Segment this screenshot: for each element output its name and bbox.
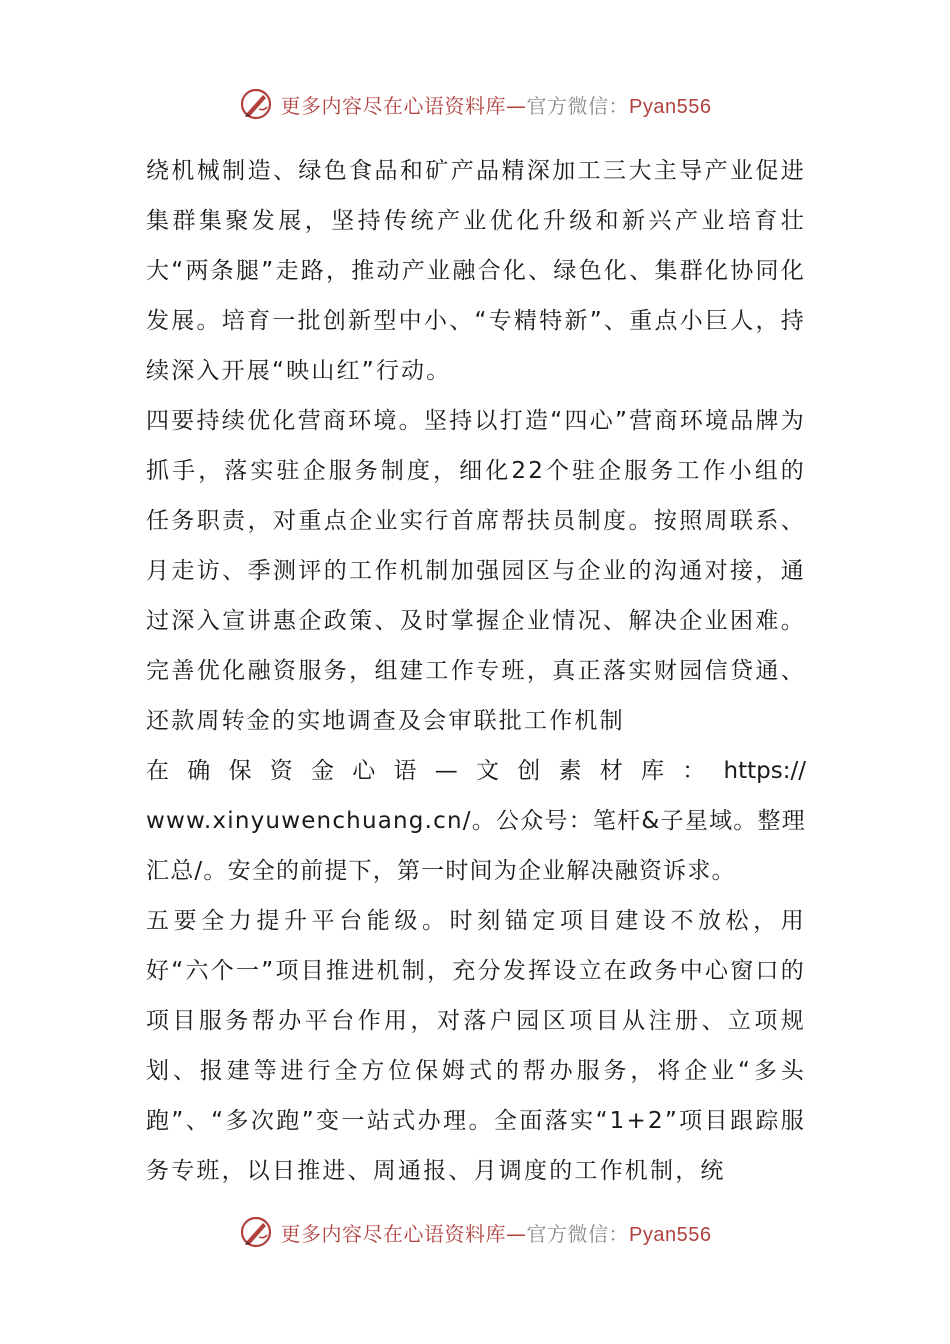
- spread-char: 资: [269, 758, 293, 784]
- spread-char: 保: [228, 758, 252, 784]
- header-banner-text: [281, 90, 712, 119]
- paragraph-1: 绕机械制造、绿色食品和矿产品精深加工三大主导产业促进集群集聚发展，坚持传统产业优化升级和新兴产业培育壮大“两条腿”走路，推动产业融合化、绿色化、集群化协同化发展。培育一批创新型中小、“专精特新”、重点小巨人，持续深入开展“映山红”行动。: [146, 158, 806, 384]
- spread-char: 文: [476, 758, 499, 784]
- wechat-label: 官方微信：: [526, 1221, 630, 1246]
- spread-char: 在: [146, 758, 169, 784]
- banner-dash: —: [506, 93, 527, 118]
- document-body: [146, 146, 806, 1196]
- banner-dash: —: [506, 1221, 527, 1246]
- pen-logo-icon: [239, 87, 273, 121]
- spread-char: 素: [558, 758, 582, 784]
- wechat-id: Pyan556: [629, 1223, 712, 1246]
- wechat-id: Pyan556: [629, 95, 712, 118]
- spread-char: https://: [723, 758, 806, 784]
- paragraph-2-tail: www.xinyuwenchuang.cn/。公众号：笔杆&子星域。整理汇总/。安全的前提下，第一时间为企业解决融资诉求。: [146, 808, 806, 884]
- paragraph-2: 四要持续优化营商环境。坚持以打造“四心”营商环境品牌为抓手，落实驻企服务制度，细化22个驻企服务工作小组的任务职责，对重点企业实行首席帮扶员制度。按照周联系、月走访、季测评的工作机制加强园区与企业的沟通对接，通过深入宣讲惠企政策、及时掌握企业情况、解决企业困难。完善优化融资服务，组建工作专班，真正落实财园信贷通、还款周转金的实地调查及会审联批工作机制: [146, 408, 806, 734]
- paragraph-3: 五要全力提升平台能级。时刻锚定项目建设不放松，用好“六个一”项目推进机制，充分发挥设立在政务中心窗口的项目服务帮办平台作用，对落户园区项目从注册、立项规划、报建等进行全方位保姆式的帮办服务，将企业“多头跑”、“多次跑”变一站式办理。全面落实“1+2”项目跟踪服务专班，以日推进、周通报、月调度的工作机制，统: [146, 908, 806, 1184]
- pen-logo-icon: [239, 1215, 273, 1249]
- spread-char: 语: [393, 758, 417, 784]
- spread-line: [146, 746, 806, 796]
- header-banner: [0, 82, 950, 126]
- spread-char: 金: [311, 758, 334, 784]
- site-name: 更多内容尽在心语资料库: [280, 93, 507, 118]
- footer-banner-text: [281, 1218, 712, 1247]
- spread-char: 心: [352, 758, 376, 784]
- footer-banner: [0, 1210, 950, 1254]
- spread-char: ：: [682, 758, 706, 784]
- spread-char: 库: [641, 758, 664, 784]
- site-name: 更多内容尽在心语资料库: [280, 1221, 507, 1246]
- spread-char: 确: [187, 758, 211, 784]
- spread-char: 材: [599, 758, 623, 784]
- wechat-label: 官方微信：: [526, 93, 630, 118]
- spread-char: 创: [517, 758, 541, 784]
- spread-char: —: [434, 758, 458, 784]
